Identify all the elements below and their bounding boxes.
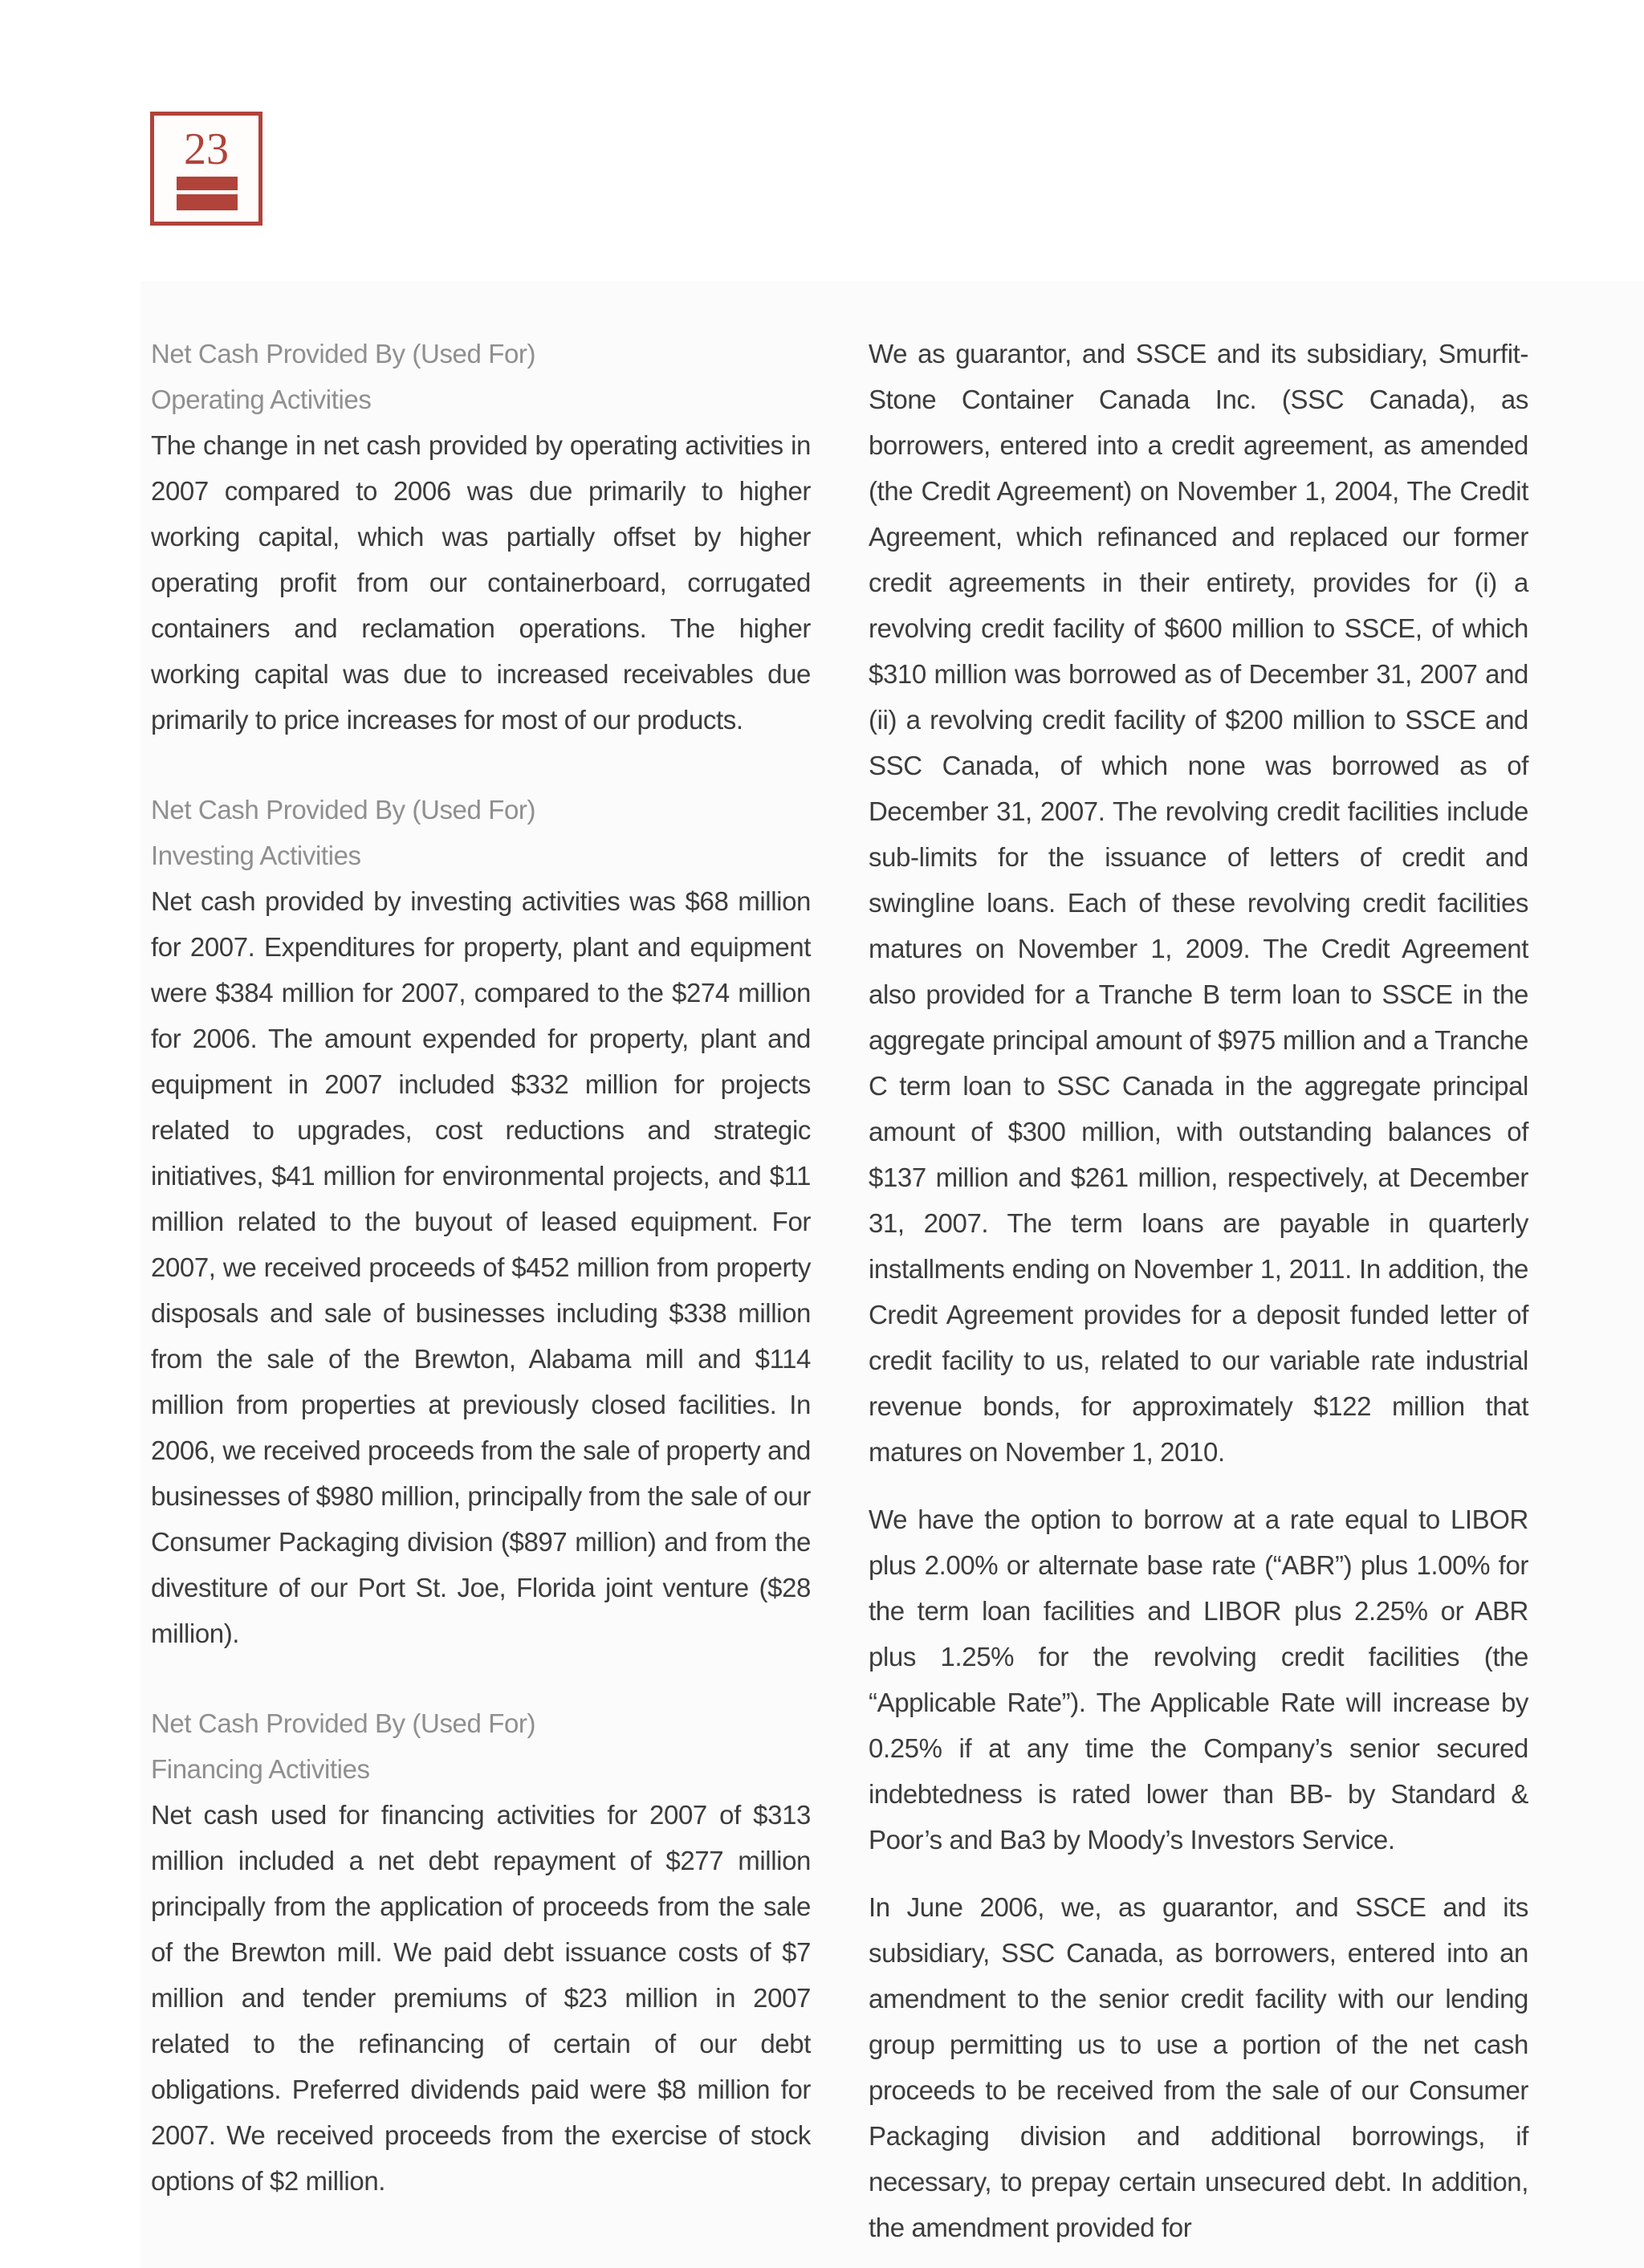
right-column <box>869 331 1528 2250</box>
badge-bar-top <box>177 177 238 190</box>
section-heading <box>151 1700 811 1792</box>
section-heading <box>151 787 811 878</box>
page-number: 23 <box>184 124 229 174</box>
interest-rate-paragraph: We have the option to borrow at a rate equal to LIBOR plus 2.00% or alternate base rate (“ABR”) plus 1.00% for the term loan facilities and LIBOR plus 2.25% or ABR plus 1.25% for the revolving credit facilities (the “Applicable Rate”). The Applicable Rate will increase by 0.25% if at any time the Company’s senior secured indebtedness is rated lower than BB- by Standard & Poor’s and Ba3 by Moody’s Investors Service. <box>869 1505 1528 1855</box>
section-heading-line1: Net Cash Provided By (Used For) <box>151 795 536 825</box>
section-heading-line1: Net Cash Provided By (Used For) <box>151 339 536 368</box>
page-number-badge <box>150 112 262 226</box>
section-body: The change in net cash provided by operating activities in 2007 compared to 2006 was due primarily to higher working capital, which was partially offset by higher operating profit from our containerboard, corrugated containers and reclamation operations. The higher working capital was due to increased receivables due primarily to price increases for most of our products. <box>151 430 811 735</box>
section-financing-activities <box>151 1700 811 2204</box>
section-operating-activities <box>151 331 811 743</box>
credit-agreement-paragraph: We as guarantor, and SSCE and its subsidiary, Smurfit-Stone Container Canada Inc. (SSC Canada), as borrowers, entered into a credit agreement, as amended (the Credit Agreement) on November 1, 2004, The Credit Agreement, which refinanced and replaced our former credit agreements in their entirety, provides for (i) a revolving credit facility of $600 million to SSCE, of which $310 million was borrowed as of December 31, 2007 and (ii) a revolving credit facility of $200 million to SSCE and SSC Canada, of which none was borrowed as of December 31, 2007. The revolving credit facilities include sub-limits for the issuance of letters of credit and swingline loans. Each of these revolving credit facilities matures on November 1, 2009. The Credit Agreement also provided for a Tranche B term loan to SSCE in the aggregate principal amount of $975 million and a Tranche C term loan to SSC Canada in the aggregate principal amount of $300 million, with outstanding balances of $137 million and $261 million, respectively, at December 31, 2007. The term loans are payable in quarterly installments ending on November 1, 2011. In addition, the Credit Agreement provides for a deposit funded letter of credit facility to us, related to our variable rate industrial revenue bonds, for approximately $122 million that matures on November 1, 2010. <box>869 339 1528 1467</box>
badge-bar-bottom <box>177 194 238 210</box>
section-heading-line1: Net Cash Provided By (Used For) <box>151 1708 536 1738</box>
section-body: Net cash provided by investing activities was $68 million for 2007. Expenditures for property, plant and equipment were $384 million for 2007, compared to the $274 million for 2006. The amount expended for property, plant and equipment in 2007 included $332 million for projects related to upgrades, cost reductions and strategic initiatives, $41 million for environmental projects, and $11 million related to the buyout of leased equipment. For 2007, we received proceeds of $452 million from property disposals and sale of businesses including $338 million from the sale of the Brewton, Alabama mill and $114 million from properties at previously closed facilities. In 2006, we received proceeds from the sale of property and businesses of $980 million, principally from the sale of our Consumer Packaging division ($897 million) and from the divestiture of our Port St. Joe, Florida joint venture ($28 million). <box>151 886 811 1648</box>
section-investing-activities <box>151 787 811 1656</box>
section-heading-line2: Operating Activities <box>151 385 372 414</box>
amendment-paragraph: In June 2006, we, as guarantor, and SSCE and its subsidiary, SSC Canada, as borrowers, entered into an amendment to the senior credit facility with our lending group permitting us to use a portion of the net cash proceeds to be received from the sale of our Consumer Packaging division and additional borrowings, if necessary, to prepay certain unsecured debt. In addition, the amendment provided for <box>869 1892 1528 2242</box>
section-heading <box>151 331 811 422</box>
left-column <box>151 331 811 2204</box>
section-heading-line2: Financing Activities <box>151 1754 370 1784</box>
section-heading-line2: Investing Activities <box>151 841 361 870</box>
section-body: Net cash used for financing activities for 2007 of $313 million included a net debt repayment of $277 million principally from the application of proceeds from the sale of the Brewton mill. We paid debt issuance costs of $7 million and tender premiums of $23 million in 2007 related to the refinancing of certain of our debt obligations. Preferred dividends paid were $8 million for 2007. We received proceeds from the exercise of stock options of $2 million. <box>151 1800 811 2196</box>
